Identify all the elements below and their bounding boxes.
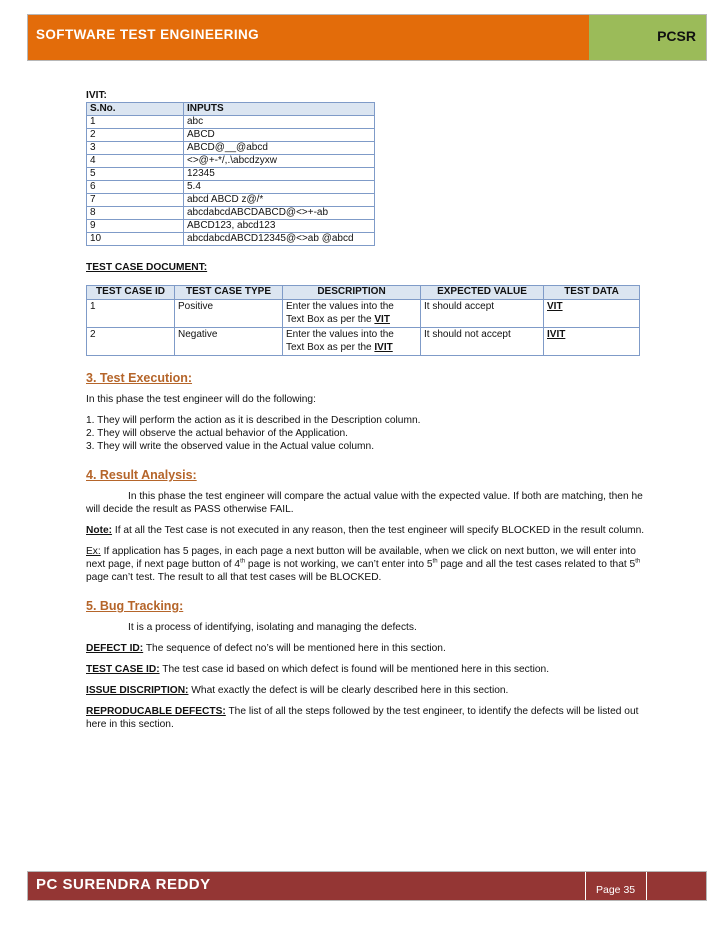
table-row bbox=[87, 168, 375, 181]
ivit-sno: 1 bbox=[87, 116, 184, 129]
ivit-sno: 3 bbox=[87, 142, 184, 155]
ivit-sno: 7 bbox=[87, 194, 184, 207]
table-row bbox=[87, 328, 640, 356]
table-row bbox=[87, 220, 375, 233]
ivit-sno: 9 bbox=[87, 220, 184, 233]
ivit-table bbox=[86, 102, 375, 246]
bug-intro: It is a process of identifying, isolating and managing the defects. bbox=[128, 622, 417, 633]
bug-item-text: What exactly the defect is will be clearly described here in this section. bbox=[188, 685, 509, 696]
bug-item bbox=[86, 642, 646, 655]
bug-heading: 5. Bug Tracking: bbox=[86, 599, 184, 613]
cell-test-case-type: Positive bbox=[175, 300, 283, 328]
header-initials: PCSR bbox=[657, 28, 696, 44]
ivit-input: abcdabcdABCDABCD@<>+-ab bbox=[184, 207, 375, 220]
page-footer bbox=[27, 871, 707, 901]
list-item: 1. They will perform the action as it is described in the Description column. bbox=[86, 415, 421, 426]
table-row bbox=[87, 155, 375, 168]
result-paragraph: In this phase the test engineer will compare the actual value with the expected value. If both are matching, then he will decide the result as PASS otherwise FAIL. bbox=[86, 491, 643, 515]
bug-item-label: ISSUE DISCRIPTION: bbox=[86, 685, 189, 696]
example-label: Ex: bbox=[86, 546, 101, 557]
test-data-value: IVIT bbox=[547, 329, 566, 340]
cell-test-case-id: 1 bbox=[87, 300, 175, 328]
ivit-input: abcdabcdABCD12345@<>ab @abcd bbox=[184, 233, 375, 246]
col-test-case-id: TEST CASE ID bbox=[87, 286, 175, 300]
example-text-a: If application has 5 pages, in each page a next button will be available, when we click on next button, we will enter into next page, if next page button of 4 bbox=[86, 546, 636, 570]
list-item: 2. They will observe the actual behavior of the Application. bbox=[86, 428, 349, 439]
example-paragraph bbox=[86, 545, 646, 584]
cell-description bbox=[283, 328, 421, 356]
bug-item-text: The sequence of defect no’s will be mentioned here in this section. bbox=[143, 643, 446, 654]
example-text-c: page and all the test cases related to that 5 bbox=[437, 559, 636, 570]
ivit-sno: 4 bbox=[87, 155, 184, 168]
ivit-sno: 8 bbox=[87, 207, 184, 220]
desc-line2: Text Box as per the bbox=[286, 341, 375, 353]
footer-fill bbox=[646, 872, 706, 900]
ivit-sno: 2 bbox=[87, 129, 184, 142]
footer-page-box bbox=[585, 872, 646, 900]
note-label: Note: bbox=[86, 525, 113, 536]
bug-item-label: TEST CASE ID: bbox=[86, 664, 160, 675]
table-row bbox=[87, 300, 640, 328]
desc-line1: Enter the values into the bbox=[286, 301, 394, 312]
col-test-case-type: TEST CASE TYPE bbox=[175, 286, 283, 300]
cell-expected-value: It should not accept bbox=[421, 328, 544, 356]
bug-item bbox=[86, 684, 646, 697]
ivit-input: abcd ABCD z@/* bbox=[184, 194, 375, 207]
table-row bbox=[87, 129, 375, 142]
ivit-input: ABCD bbox=[184, 129, 375, 142]
bug-item-text: The test case id based on which defect is found will be mentioned here in this section. bbox=[159, 664, 550, 675]
note-text: If at all the Test case is not executed in any reason, then the test engineer will specify BLOCKED in the result column. bbox=[112, 525, 645, 536]
execution-list bbox=[86, 414, 646, 453]
ivit-input: <>@+-*/,.\abcdzyxw bbox=[184, 155, 375, 168]
result-heading: 4. Result Analysis: bbox=[86, 468, 197, 482]
table-row bbox=[87, 194, 375, 207]
cell-test-data bbox=[544, 328, 640, 356]
execution-heading: 3. Test Execution: bbox=[86, 371, 193, 385]
example-sup: th bbox=[432, 558, 438, 565]
page-number: Page 35 bbox=[596, 884, 636, 896]
bug-item bbox=[86, 663, 646, 676]
ivit-label: IVIT: bbox=[86, 90, 107, 101]
test-case-table bbox=[86, 285, 640, 356]
note-paragraph bbox=[86, 524, 646, 537]
table-row bbox=[87, 116, 375, 129]
example-sup: th bbox=[240, 558, 246, 565]
cell-test-case-type: Negative bbox=[175, 328, 283, 356]
header-title: SOFTWARE TEST ENGINEERING bbox=[36, 27, 260, 42]
footer-author: PC SURENDRA REDDY bbox=[36, 876, 211, 893]
col-expected-value: EXPECTED VALUE bbox=[421, 286, 544, 300]
test-case-header-row bbox=[87, 286, 640, 300]
ivit-col-sno: S.No. bbox=[87, 103, 184, 116]
table-row bbox=[87, 233, 375, 246]
bug-item-label: REPRODUCABLE DEFECTS: bbox=[86, 706, 226, 717]
list-item: 3. They will write the observed value in the Actual value column. bbox=[86, 441, 375, 452]
cell-test-data bbox=[544, 300, 640, 328]
example-text-d: page can’t test. The result to all that test cases will be BLOCKED. bbox=[86, 572, 382, 583]
ivit-sno: 10 bbox=[87, 233, 184, 246]
header-right-box bbox=[589, 15, 706, 60]
table-row bbox=[87, 207, 375, 220]
test-case-doc-label: TEST CASE DOCUMENT: bbox=[86, 262, 208, 273]
table-row bbox=[87, 181, 375, 194]
footer-author-box bbox=[28, 872, 585, 900]
header-title-box bbox=[28, 15, 589, 60]
bug-item-text: The list of all the steps followed by the test engineer, to identify the defects will be listed out here in this section. bbox=[86, 706, 639, 730]
desc-key: VIT bbox=[374, 313, 390, 325]
cell-description bbox=[283, 300, 421, 328]
ivit-sno: 6 bbox=[87, 181, 184, 194]
desc-line1: Enter the values into the bbox=[286, 329, 394, 340]
ivit-header-row bbox=[87, 103, 375, 116]
ivit-col-inputs: INPUTS bbox=[184, 103, 375, 116]
desc-line2: Text Box as per the bbox=[286, 313, 375, 325]
page-content bbox=[86, 89, 646, 731]
execution-intro: In this phase the test engineer will do the following: bbox=[86, 394, 316, 405]
ivit-input: abc bbox=[184, 116, 375, 129]
page-header bbox=[27, 14, 707, 61]
ivit-input: ABCD@__@abcd bbox=[184, 142, 375, 155]
table-row bbox=[87, 142, 375, 155]
cell-expected-value: It should accept bbox=[421, 300, 544, 328]
desc-key: IVIT bbox=[374, 341, 393, 353]
cell-test-case-id: 2 bbox=[87, 328, 175, 356]
col-test-data: TEST DATA bbox=[544, 286, 640, 300]
example-text-b: page is not working, we can’t enter into 5 bbox=[245, 559, 433, 570]
ivit-sno: 5 bbox=[87, 168, 184, 181]
ivit-input: 12345 bbox=[184, 168, 375, 181]
bug-item-label: DEFECT ID: bbox=[86, 643, 144, 654]
ivit-input: ABCD123, abcd123 bbox=[184, 220, 375, 233]
example-sup: th bbox=[635, 558, 641, 565]
ivit-input: 5.4 bbox=[184, 181, 375, 194]
bug-item bbox=[86, 705, 646, 731]
col-description: DESCRIPTION bbox=[283, 286, 421, 300]
test-data-value: VIT bbox=[547, 301, 563, 312]
